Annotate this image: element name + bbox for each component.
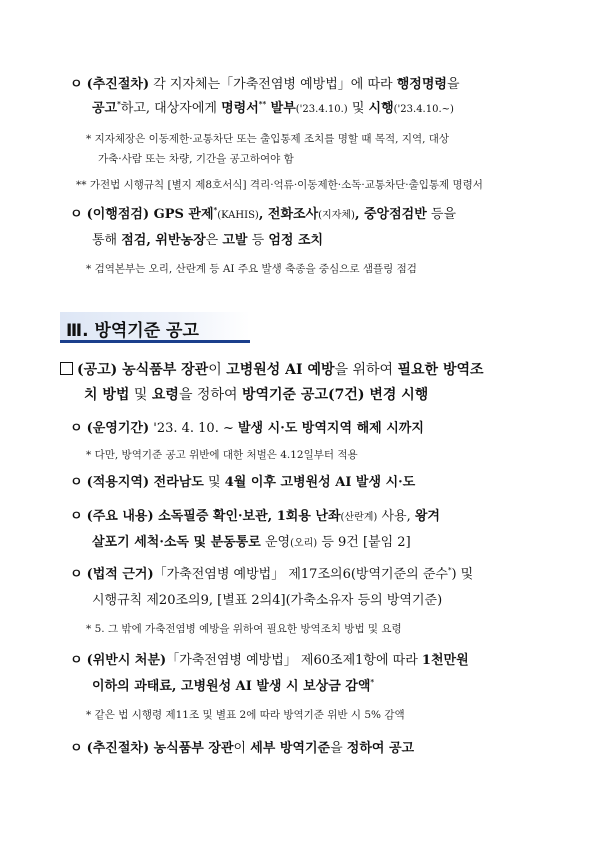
penalty-line2: 이하의 과태료, 고병원성 AI 발생 시 보상금 감액* — [92, 677, 375, 694]
legal-basis-line1: ㅇ (법적 근거)「가축전염병 예방법」 제17조의6(방역기준의 준수*) 및 — [70, 566, 474, 582]
para-procedure-line1: ㅇ (추진절차) 각 지자체는「가축전염병 예방법」에 따라 행정명령을 — [70, 77, 460, 92]
checkbox-square-icon — [60, 362, 73, 375]
legal-basis-line2: 시행규칙 제20조의9, [별표 2의4](가축소유자 등의 방역기준) — [92, 593, 443, 608]
footnote-2: ** 가전법 시행규칙 [별지 제8호서식] 격리·억류·이동제한·소독·교통차단·출입통제 명령서 — [76, 179, 483, 191]
footnote-6: * 같은 법 시행령 제11조 및 별표 2에 따라 방역기준 위반 시 5% 감액 — [86, 709, 405, 721]
announcement-line1: (공고) 농식품부 장관이 고병원성 AI 예방을 위하여 필요한 방역조 — [60, 362, 484, 377]
footnote-1-line2: 가축·사람 또는 차량, 기간을 공고하여야 함 — [98, 153, 294, 165]
footnote-3: * 검역본부는 오리, 산란계 등 AI 주요 발생 축종을 중심으로 샘플링 점검 — [86, 263, 417, 275]
para-inspection-line2: 통해 점검, 위반농장은 고발 등 엄정 조치 — [92, 233, 324, 248]
penalty-line1: ㅇ (위반시 처분)「가축전염병 예방법」 제60조제1항에 따라 1천만원 — [70, 653, 469, 668]
footnote-4: * 다만, 방역기준 공고 위반에 대한 처벌은 4.12일부터 적용 — [86, 449, 358, 461]
bullet-circle-icon: ㅇ — [70, 77, 83, 92]
bullet-circle-icon: ㅇ — [70, 207, 83, 222]
para-inspection-line1: ㅇ (이행점검) GPS 관제*(KAHIS), 전화조사(지자체), 중앙점검반 등을 — [70, 205, 457, 222]
procedure-final: ㅇ (추진절차) 농식품부 장관이 세부 방역기준을 정하여 공고 — [70, 741, 415, 756]
section-title: Ⅲ. 방역기준 공고 — [66, 321, 199, 341]
bullet-circle-icon: ㅇ — [70, 567, 83, 582]
operating-period: ㅇ (운영기간) '23. 4. 10. ~ 발생 시·도 방역지역 해제 시까지 — [70, 421, 424, 436]
main-content-line2: 살포기 세척·소독 및 분동통로 운영(오리) 등 9건 [붙임 2] — [92, 535, 411, 550]
section-header — [60, 312, 250, 343]
applied-area: ㅇ (적용지역) 전라남도 및 4월 이후 고병원성 AI 발생 시·도 — [70, 475, 416, 490]
bullet-circle-icon: ㅇ — [70, 475, 83, 490]
bullet-circle-icon: ㅇ — [70, 421, 83, 436]
bullet-circle-icon: ㅇ — [70, 509, 83, 524]
main-content-line1: ㅇ (주요 내용) 소독필증 확인·보관, 1회용 난좌(산란계) 사용, 왕겨 — [70, 509, 440, 524]
para-procedure-line2: 공고*하고, 대상자에게 명령서** 발부('23.4.10.) 및 시행('23.4.10.~) — [92, 99, 454, 116]
announcement-line2: 치 방법 및 요령을 정하여 방역기준 공고(7건) 변경 시행 — [84, 387, 429, 403]
footnote-1-line1: * 지자체장은 이동제한·교통차단 또는 출입통제 조치를 명할 때 목적, 지역, 대상 — [86, 133, 450, 145]
bullet-circle-icon: ㅇ — [70, 741, 83, 756]
footnote-5: * 5. 그 밖에 가축전염병 예방을 위하여 필요한 방역조치 방법 및 요령 — [86, 623, 402, 635]
bullet-circle-icon: ㅇ — [70, 653, 83, 668]
